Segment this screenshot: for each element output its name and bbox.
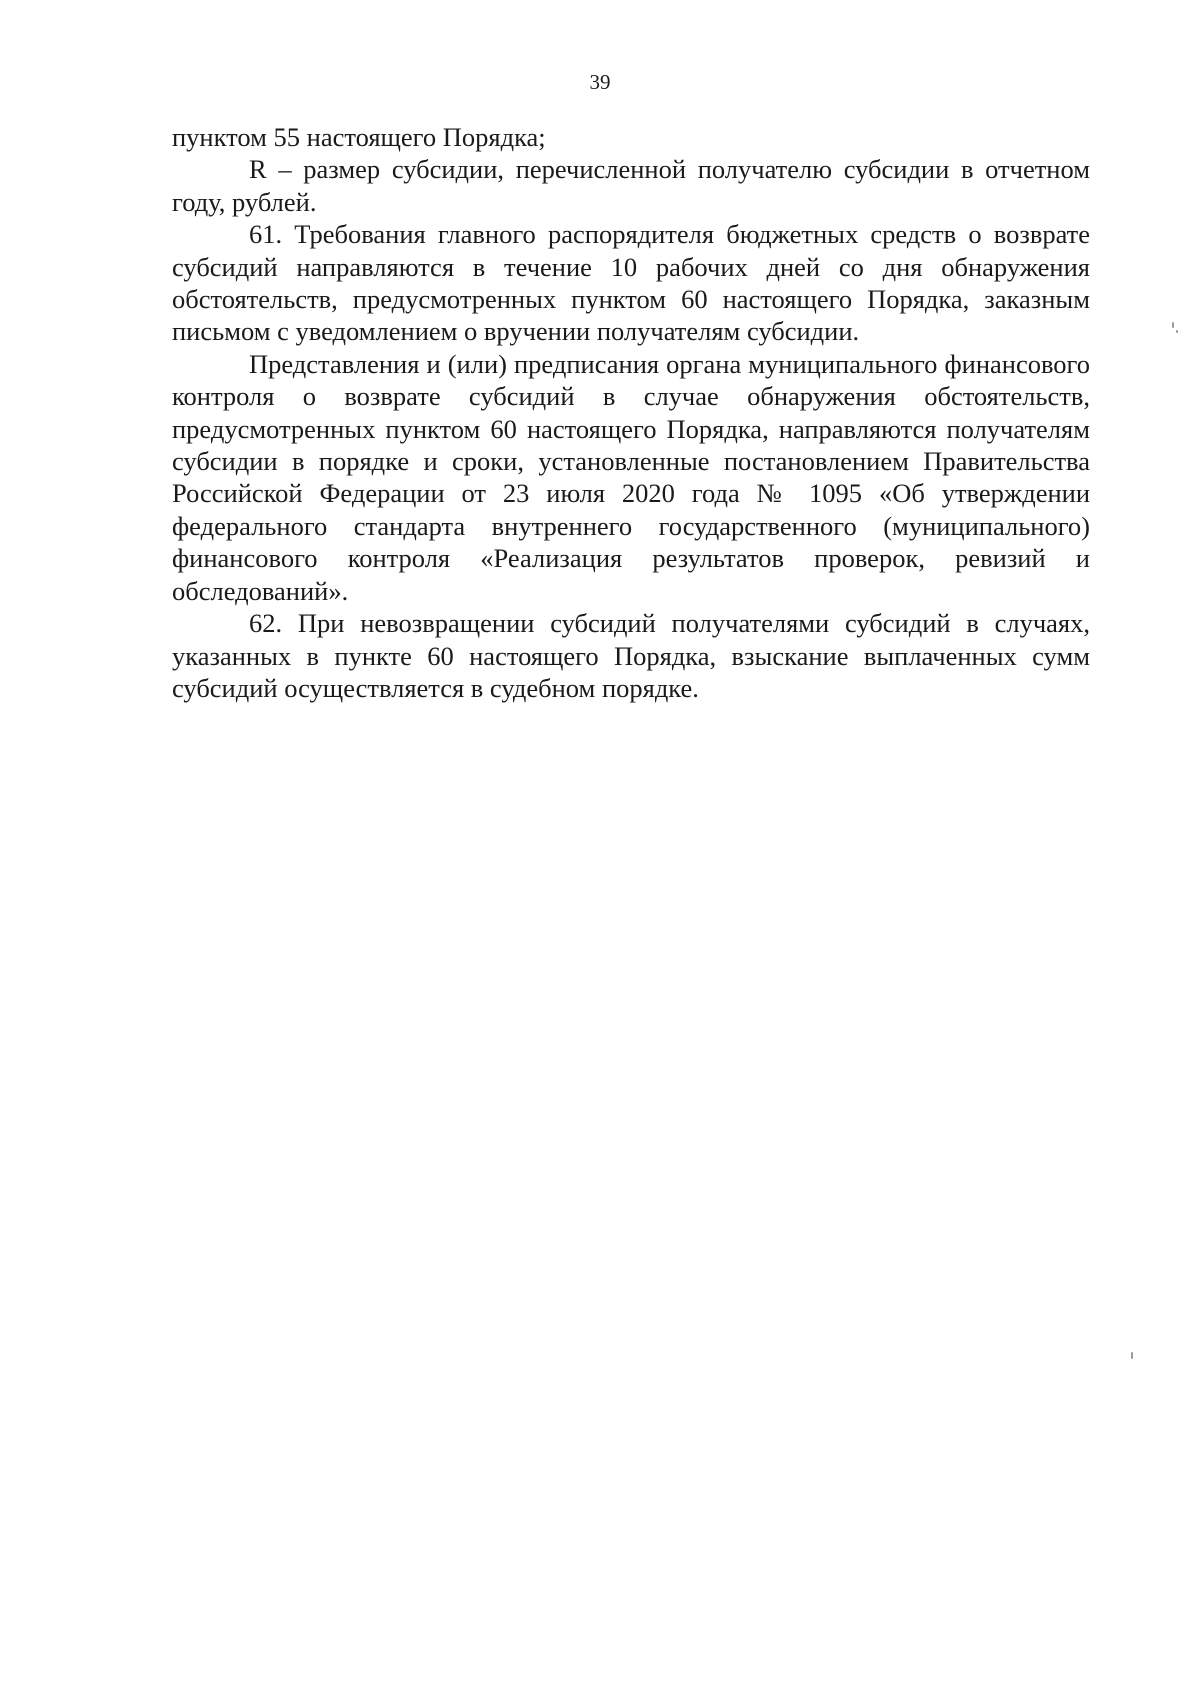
paragraph-5: 62. При невозвращении субсидий получателями субсидий в случаях, указанных в пункте 60 настоящего Порядка, взыскание выплаченных сумм субсидий осуществляется в судебном порядке. (172, 608, 1090, 703)
paragraph-3: 61. Требования главного распорядителя бюджетных средств о возврате субсидий направляются в течение 10 рабочих дней со дня обнаружения обстоятельств, предусмотренных пунктом 60 настоящего Порядка, заказным письмом с уведомлением о вручении получателям субсидии. (172, 219, 1090, 347)
page-number: 39 (589, 70, 611, 94)
paragraph-1: пунктом 55 настоящего Порядка; (172, 122, 546, 152)
document-body (172, 121, 1090, 704)
paragraph-2: R – размер субсидии, перечисленной получателю субсидии в отчетном году, рублей. (172, 154, 1090, 217)
scan-speck (1176, 330, 1178, 333)
paragraph-4: Представления и (или) предписания органа муниципального финансового контроля о возврате субсидий в случае обнаружения обстоятельств, предусмотренных пунктом 60 настоящего Порядка, направляются получателям субсидии в порядке и сроки, установленные постановлением Правительства Российской Федерации от 23 июля 2020 года № 1095 «Об утверждении федерального стандарта внутреннего государственного (муниципального) финансового контроля «Реализация результатов проверок, ревизий и обследований». (172, 348, 1090, 606)
scan-speck (1172, 322, 1174, 328)
scan-speck (1131, 1352, 1133, 1359)
